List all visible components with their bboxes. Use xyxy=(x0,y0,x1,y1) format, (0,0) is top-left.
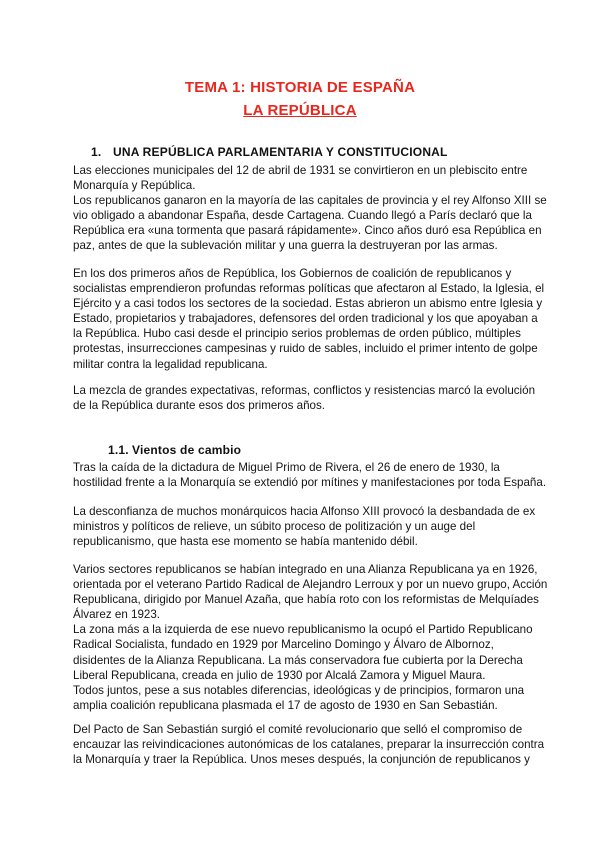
text-line: Estado, propietarios y trabajadores, defensores del orden tradicional y los que apoyaban a xyxy=(73,312,538,326)
text-line: vio obligado a abandonar España, desde Cartagena. Cuando llegó a París declaró que la xyxy=(73,209,532,223)
text-line: socialistas emprendieron profundas reformas políticas que afectaron al Estado, la Iglesia, el xyxy=(73,282,545,296)
text-line: Radical Socialista, fundado en 1929 por Marcelino Domingo y Álvaro de Albornoz, xyxy=(73,638,494,652)
text-line: Monarquía y República. xyxy=(73,179,196,193)
text-line: Republicana, dirigido por Manuel Azaña, que había roto con los reformistas de Melquíades xyxy=(73,593,539,607)
document-subtitle: LA REPÚBLICA xyxy=(243,102,357,119)
text-line: Todos juntos, pese a sus notables diferencias, ideológicas y de principios, formaron una xyxy=(73,683,525,697)
text-line: Álvarez en 1923. xyxy=(73,608,161,622)
text-line: paz, antes de que la sublevación militar y una guerra la destruyeran por las armas. xyxy=(73,239,498,253)
text-line: Liberal Republicana, creada en julio de 1930 por Alcalá Zamora y Miguel Maura. xyxy=(73,668,486,682)
text-line: Las elecciones municipales del 12 de abril de 1931 se convirtieron en un plebiscito entre xyxy=(73,164,528,177)
paragraph xyxy=(73,163,547,254)
text-line: La mezcla de grandes expectativas, reformas, conflictos y resistencias marcó la evolución xyxy=(73,384,536,397)
text-line: amplia coalición republicana plasmada el 17 de agosto de 1930 en San Sebastián. xyxy=(73,698,498,712)
text-line: ministros y políticos de relieve, un súbito proceso de politización y un auge del xyxy=(73,520,476,534)
text-line: La zona más a la izquierda de ese nuevo republicanismo la ocupó el Partido Republicano xyxy=(73,623,533,637)
text-line: republicanismo, que hasta ese momento se había mantenido débil. xyxy=(73,535,418,549)
text-line: Del Pacto de San Sebastián surgió el comité revolucionario que selló el compromiso de xyxy=(73,723,523,736)
text-line: encauzar las reivindicaciones autonómicas de los catalanes, preparar la insurrección contra xyxy=(73,738,545,752)
text-line: Los republicanos ganaron en la mayoría de las capitales de provincia y el rey Alfonso XIII se xyxy=(73,194,547,208)
section-1-number: 1. xyxy=(91,145,102,159)
text-line: militar contra la legalidad republicana. xyxy=(73,357,268,371)
text-line: orientada por el veterano Partido Radical de Alejandro Lerroux y por un nuevo grupo, Acción xyxy=(73,578,548,592)
paragraph xyxy=(73,460,547,490)
section-1-1-number: 1.1. xyxy=(108,443,129,457)
section-1-heading xyxy=(91,145,448,159)
paragraph xyxy=(73,562,548,713)
text-line: La desconfianza de muchos monárquicos hacia Alfonso XIII provocó la desbandada de ex xyxy=(73,505,536,518)
paragraph xyxy=(73,722,545,767)
text-line: Varios sectores republicanos se habían integrado en una Alianza Republicana ya en 1926, xyxy=(73,563,538,576)
text-line: disidentes de la Alianza Republicana. La más conservadora fue cubierta por la Derecha xyxy=(73,653,523,667)
section-1-1-heading xyxy=(108,443,241,457)
text-line: hostilidad frente a la Monarquía se extendió por mítines y manifestaciones por toda España. xyxy=(73,476,547,490)
paragraph xyxy=(73,266,545,372)
text-line: En los dos primeros años de República, los Gobiernos de coalición de republicanos y xyxy=(73,267,512,280)
text-line: Ejército y a casi todos los sectores de la sociedad. Estas abrieron un abismo entre Iglesia y xyxy=(73,297,543,311)
section-1-title: UNA REPÚBLICA PARLAMENTARIA Y CONSTITUCIONAL xyxy=(113,145,448,159)
paragraph xyxy=(73,383,535,413)
document-title: TEMA 1: HISTORIA DE ESPAÑA xyxy=(184,79,416,96)
text-line: de la República durante esos dos primeros años. xyxy=(73,399,325,413)
text-line: Tras la caída de la dictadura de Miguel Primo de Rivera, el 26 de enero de 1930, la xyxy=(73,461,500,474)
text-line: protestas, insurrecciones campesinas y ruido de sables, incluido el primer intento de golpe xyxy=(73,342,538,356)
paragraph xyxy=(73,504,535,549)
text-line: República era «una tormenta que pasará rápidamente». Cinco años duró esa República en xyxy=(73,224,542,238)
text-line: la República. Hubo casi desde el principio serios problemas de orden público, múltiples xyxy=(73,327,521,341)
text-line: la Monarquía y traer la República. Unos meses después, la conjunción de republicanos y xyxy=(73,753,530,767)
section-1-1-title: Vientos de cambio xyxy=(132,443,242,457)
